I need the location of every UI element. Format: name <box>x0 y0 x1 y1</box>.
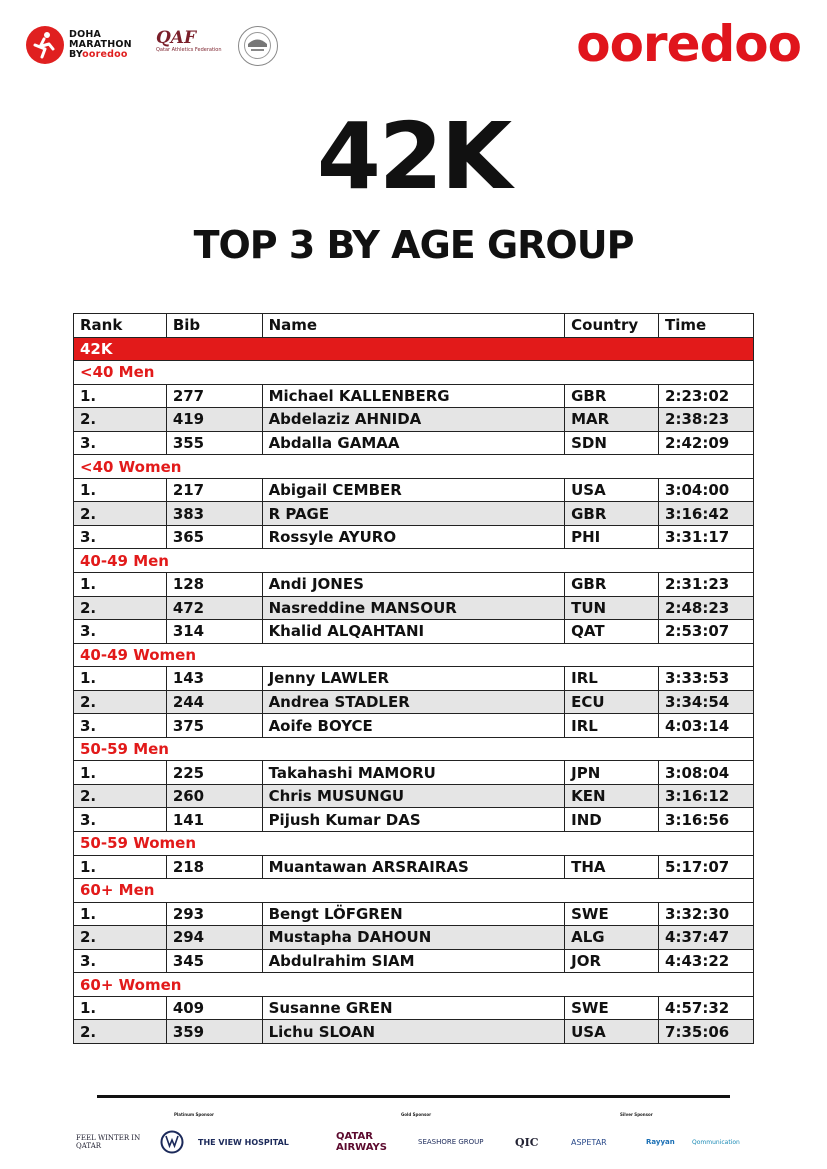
cell-bib: 345 <box>166 949 262 973</box>
event-row <box>74 337 754 361</box>
age-group-label: <40 Women <box>74 455 754 479</box>
qaf-logo: QAF Qatar Athletics Federation <box>156 28 222 53</box>
cell-name: Khalid ALQAHTANI <box>262 620 565 644</box>
age-group-row <box>74 549 754 573</box>
table-row <box>74 855 754 879</box>
age-group-row <box>74 737 754 761</box>
table-row <box>74 690 754 714</box>
cell-rank: 2. <box>74 690 167 714</box>
cell-rank: 2. <box>74 502 167 526</box>
cell-bib: 314 <box>166 620 262 644</box>
cell-bib: 277 <box>166 384 262 408</box>
cell-rank: 3. <box>74 525 167 549</box>
cell-time: 3:16:12 <box>659 784 754 808</box>
cell-country: JOR <box>565 949 659 973</box>
cell-time: 3:16:42 <box>659 502 754 526</box>
circular-badge-logo <box>238 26 278 66</box>
table-row <box>74 596 754 620</box>
cell-time: 2:48:23 <box>659 596 754 620</box>
cell-bib: 355 <box>166 431 262 455</box>
sponsor-seashore-group-logo: SEASHORE GROUP <box>418 1138 484 1146</box>
table-row <box>74 431 754 455</box>
column-header-name: Name <box>262 314 565 338</box>
age-group-row <box>74 643 754 667</box>
age-group-label: 40-49 Women <box>74 643 754 667</box>
cell-time: 2:23:02 <box>659 384 754 408</box>
page-subtitle: TOP 3 BY AGE GROUP <box>193 223 634 267</box>
cell-name: Takahashi MAMORU <box>262 761 565 785</box>
cell-rank: 1. <box>74 761 167 785</box>
cell-time: 3:16:56 <box>659 808 754 832</box>
table-row <box>74 384 754 408</box>
cell-country: USA <box>565 478 659 502</box>
cell-country: MAR <box>565 408 659 432</box>
table-row <box>74 408 754 432</box>
cell-name: Andi JONES <box>262 573 565 597</box>
cell-bib: 218 <box>166 855 262 879</box>
age-group-row <box>74 973 754 997</box>
cell-country: GBR <box>565 502 659 526</box>
cell-rank: 1. <box>74 384 167 408</box>
cell-time: 4:43:22 <box>659 949 754 973</box>
cell-country: ECU <box>565 690 659 714</box>
cell-time: 2:42:09 <box>659 431 754 455</box>
doha-marathon-wordmark: DOHA MARATHON BYooredoo <box>69 29 132 60</box>
age-group-row <box>74 455 754 479</box>
cell-time: 3:31:17 <box>659 525 754 549</box>
cell-name: Abdalla GAMAA <box>262 431 565 455</box>
cell-rank: 2. <box>74 926 167 950</box>
event-label: 42K <box>74 337 754 361</box>
cell-name: Rossyle AYURO <box>262 525 565 549</box>
cell-name: Bengt LÖFGREN <box>262 902 565 926</box>
cell-country: IND <box>565 808 659 832</box>
age-group-row <box>74 879 754 903</box>
cell-rank: 1. <box>74 996 167 1020</box>
cell-country: SWE <box>565 996 659 1020</box>
cell-name: Chris MUSUNGU <box>262 784 565 808</box>
cell-bib: 472 <box>166 596 262 620</box>
cell-name: Mustapha DAHOUN <box>262 926 565 950</box>
cell-time: 4:03:14 <box>659 714 754 738</box>
age-group-label: 50-59 Men <box>74 737 754 761</box>
cell-time: 3:04:00 <box>659 478 754 502</box>
cell-time: 2:31:23 <box>659 573 754 597</box>
sponsor-rayyan-logo: Rayyan <box>646 1138 675 1146</box>
cell-bib: 141 <box>166 808 262 832</box>
cell-country: THA <box>565 855 659 879</box>
runner-icon <box>26 26 64 64</box>
cell-country: PHI <box>565 525 659 549</box>
column-header-time: Time <box>659 314 754 338</box>
age-group-row <box>74 361 754 385</box>
cell-rank: 1. <box>74 573 167 597</box>
cell-country: JPN <box>565 761 659 785</box>
cell-country: SDN <box>565 431 659 455</box>
cell-country: IRL <box>565 714 659 738</box>
sponsor-view-hospital-logo: THE VIEW HOSPITAL <box>198 1137 289 1147</box>
table-row <box>74 761 754 785</box>
cell-rank: 3. <box>74 620 167 644</box>
cell-country: KEN <box>565 784 659 808</box>
header <box>0 0 827 80</box>
table-row <box>74 667 754 691</box>
cell-bib: 143 <box>166 667 262 691</box>
cell-bib: 128 <box>166 573 262 597</box>
cell-bib: 359 <box>166 1020 262 1044</box>
cell-time: 3:33:53 <box>659 667 754 691</box>
ooredoo-logo: ooredoo <box>576 15 801 73</box>
cell-rank: 1. <box>74 667 167 691</box>
table-row <box>74 949 754 973</box>
cell-bib: 383 <box>166 502 262 526</box>
cell-bib: 244 <box>166 690 262 714</box>
cell-country: GBR <box>565 573 659 597</box>
age-group-label: 40-49 Men <box>74 549 754 573</box>
table-row <box>74 784 754 808</box>
cell-name: Aoife BOYCE <box>262 714 565 738</box>
cell-time: 4:37:47 <box>659 926 754 950</box>
cell-bib: 419 <box>166 408 262 432</box>
cell-country: USA <box>565 1020 659 1044</box>
age-group-label: 50-59 Women <box>74 832 754 856</box>
table-row <box>74 714 754 738</box>
doha-marathon-logo <box>26 26 132 64</box>
age-group-label: 60+ Men <box>74 879 754 903</box>
cell-country: TUN <box>565 596 659 620</box>
cell-rank: 2. <box>74 408 167 432</box>
cell-country: IRL <box>565 667 659 691</box>
cell-bib: 375 <box>166 714 262 738</box>
cell-country: ALG <box>565 926 659 950</box>
cell-name: Michael KALLENBERG <box>262 384 565 408</box>
sponsor-qommunication-logo: Qommunication <box>692 1138 740 1146</box>
column-header-country: Country <box>565 314 659 338</box>
cell-name: Susanne GREN <box>262 996 565 1020</box>
cell-name: Jenny LAWLER <box>262 667 565 691</box>
sponsor-label-gold: Gold Sponsor <box>401 1112 432 1117</box>
page-title: 42K <box>316 103 511 210</box>
cell-bib: 225 <box>166 761 262 785</box>
cell-name: Abdulrahim SIAM <box>262 949 565 973</box>
table-header-row <box>74 314 754 338</box>
cell-bib: 260 <box>166 784 262 808</box>
cell-name: Abdelaziz AHNIDA <box>262 408 565 432</box>
sponsor-visit-qatar-logo: FEEL WINTER IN QATAR <box>76 1134 141 1150</box>
cell-country: SWE <box>565 902 659 926</box>
cell-rank: 2. <box>74 1020 167 1044</box>
age-group-label: <40 Men <box>74 361 754 385</box>
column-header-rank: Rank <box>74 314 167 338</box>
cell-time: 2:53:07 <box>659 620 754 644</box>
table-row <box>74 478 754 502</box>
cell-time: 5:17:07 <box>659 855 754 879</box>
cell-time: 2:38:23 <box>659 408 754 432</box>
cell-country: QAT <box>565 620 659 644</box>
cell-rank: 3. <box>74 808 167 832</box>
cell-time: 7:35:06 <box>659 1020 754 1044</box>
cell-rank: 1. <box>74 855 167 879</box>
table-row <box>74 808 754 832</box>
cell-name: Abigail CEMBER <box>262 478 565 502</box>
table-row <box>74 902 754 926</box>
cell-time: 3:32:30 <box>659 902 754 926</box>
table-row <box>74 1020 754 1044</box>
column-header-bib: Bib <box>166 314 262 338</box>
cell-bib: 293 <box>166 902 262 926</box>
cell-rank: 2. <box>74 596 167 620</box>
cell-rank: 3. <box>74 431 167 455</box>
cell-rank: 3. <box>74 714 167 738</box>
age-group-label: 60+ Women <box>74 973 754 997</box>
cell-name: Muantawan ARSRAIRAS <box>262 855 565 879</box>
cell-time: 4:57:32 <box>659 996 754 1020</box>
cell-name: Lichu SLOAN <box>262 1020 565 1044</box>
table-row <box>74 620 754 644</box>
cell-bib: 294 <box>166 926 262 950</box>
cell-time: 3:08:04 <box>659 761 754 785</box>
table-row <box>74 926 754 950</box>
cell-rank: 2. <box>74 784 167 808</box>
table-row <box>74 996 754 1020</box>
cell-rank: 1. <box>74 478 167 502</box>
cell-name: Andrea STADLER <box>262 690 565 714</box>
sponsor-qic-logo: QIC <box>515 1135 539 1149</box>
results-table-body <box>74 314 754 1044</box>
cell-time: 3:34:54 <box>659 690 754 714</box>
cell-country: GBR <box>565 384 659 408</box>
sponsor-label-platinum: Platinum Sponsor <box>174 1112 214 1117</box>
sponsor-aspetar-logo: ASPETAR <box>571 1137 607 1147</box>
cell-name: R PAGE <box>262 502 565 526</box>
sponsor-vw-logo <box>160 1128 186 1156</box>
cell-bib: 217 <box>166 478 262 502</box>
cell-name: Pijush Kumar DAS <box>262 808 565 832</box>
cell-name: Nasreddine MANSOUR <box>262 596 565 620</box>
results-table <box>73 313 754 1044</box>
table-row <box>74 502 754 526</box>
footer-divider <box>97 1095 730 1098</box>
cell-bib: 365 <box>166 525 262 549</box>
age-group-row <box>74 832 754 856</box>
sponsor-label-silver: Silver Sponsor <box>620 1112 653 1117</box>
table-row <box>74 525 754 549</box>
cell-bib: 409 <box>166 996 262 1020</box>
cell-rank: 3. <box>74 949 167 973</box>
cell-rank: 1. <box>74 902 167 926</box>
table-row <box>74 573 754 597</box>
sponsor-qatar-airways-logo: QATAR AIRWAYS <box>336 1131 387 1153</box>
